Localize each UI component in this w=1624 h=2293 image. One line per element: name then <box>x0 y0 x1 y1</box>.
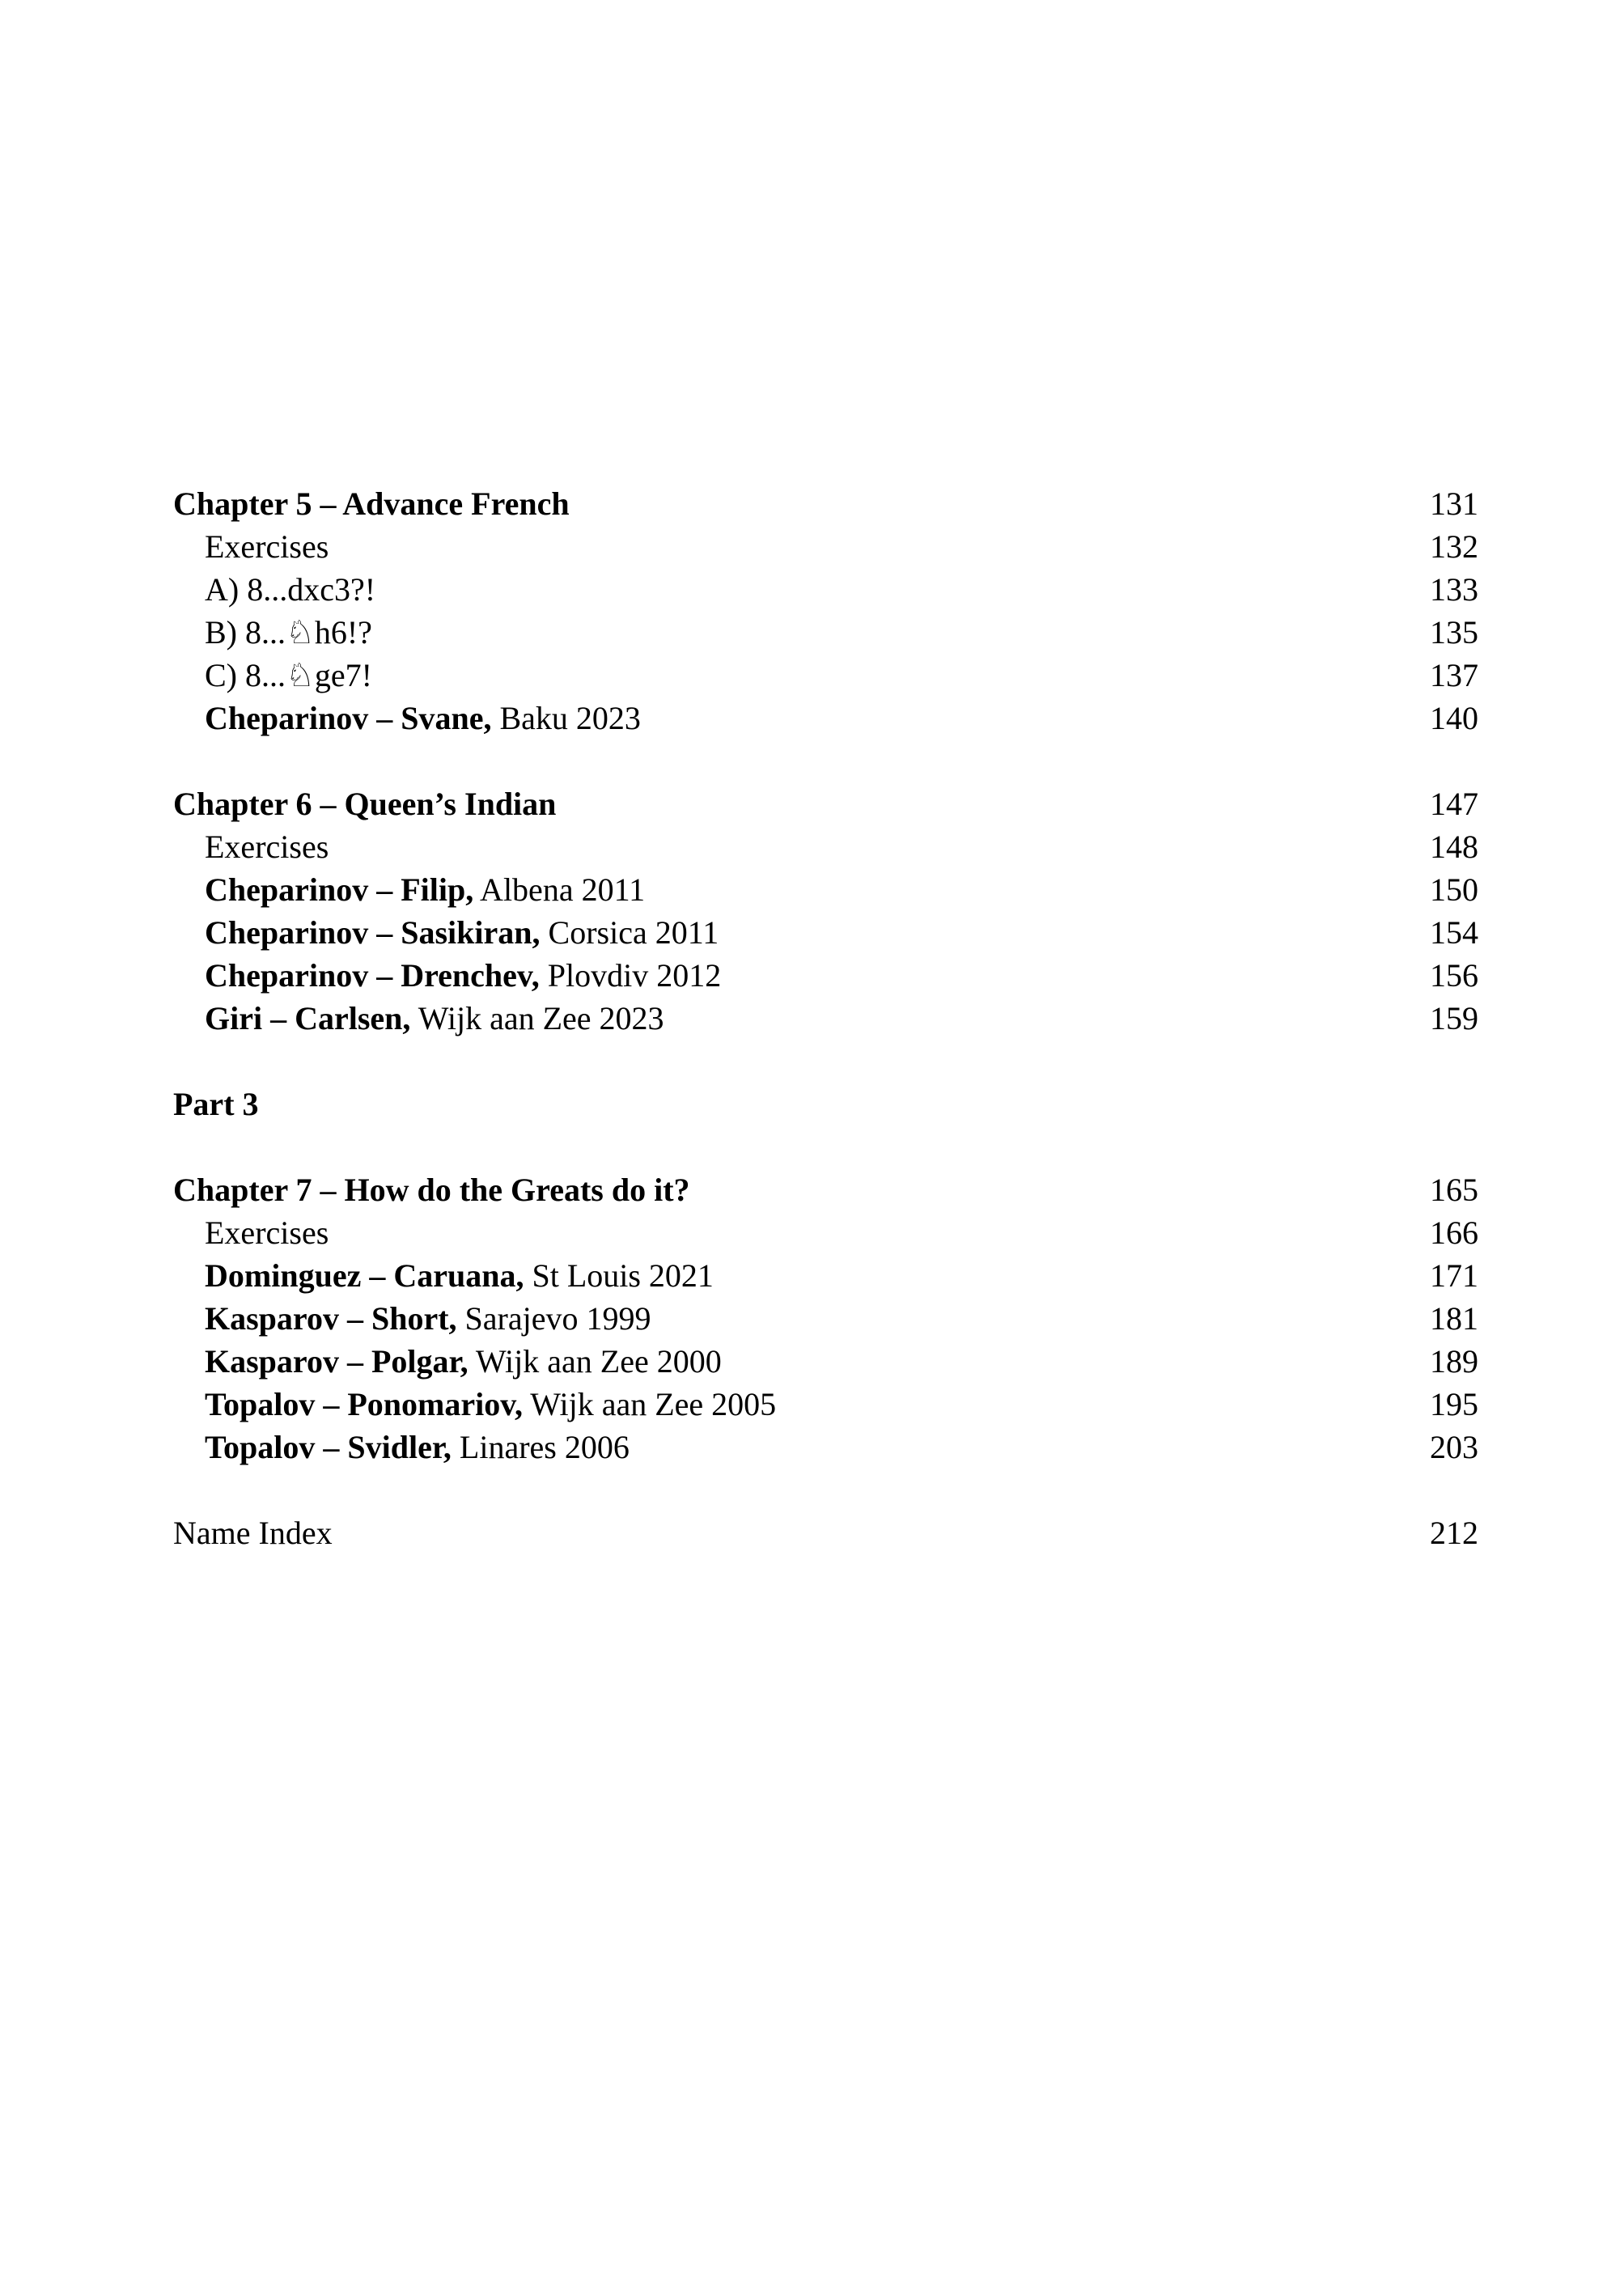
toc-entry-players: Topalov – Ponomariov, <box>205 1386 524 1422</box>
toc-row-entry <box>173 525 1478 568</box>
toc-row-game <box>173 1383 1478 1426</box>
toc-entry-players: Kasparov – Polgar, <box>205 1343 469 1380</box>
toc-page-number: 132 <box>1430 528 1478 565</box>
toc-row-game <box>173 1297 1478 1340</box>
toc-entry-venue: Wijk aan Zee 2000 <box>468 1343 722 1380</box>
toc-spacer <box>173 1125 1478 1168</box>
toc-entry-label <box>173 997 1430 1040</box>
toc-row-game <box>173 954 1478 997</box>
toc-entry-players: Cheparinov – Sasikiran, <box>205 914 541 951</box>
toc <box>173 482 1478 1554</box>
toc-page-number: 140 <box>1430 700 1478 736</box>
toc-entry-label: Name Index <box>173 1515 333 1551</box>
toc-row-chapter <box>173 1168 1478 1211</box>
toc-row-game <box>173 911 1478 954</box>
toc-entry-label: Exercises <box>205 829 329 865</box>
toc-entry-venue: Wijk aan Zee 2023 <box>410 1000 664 1036</box>
toc-row-game <box>173 997 1478 1040</box>
toc-entry-label: Chapter 6 – Queen’s Indian <box>173 786 557 822</box>
toc-page-number: 148 <box>1430 829 1478 865</box>
toc-entry-venue: Wijk aan Zee 2005 <box>523 1386 777 1422</box>
toc-page-number: 154 <box>1430 914 1478 951</box>
toc-entry-venue: Albena 2011 <box>473 871 646 908</box>
toc-page-number: 131 <box>1430 485 1478 522</box>
toc-page-number: 147 <box>1430 786 1478 822</box>
toc-entry-label: Chapter 7 – How do the Greats do it? <box>173 1172 690 1208</box>
toc-page-number: 159 <box>1430 1000 1478 1036</box>
toc-row-game <box>173 697 1478 740</box>
toc-entry-label <box>173 1340 1430 1383</box>
toc-row-entry <box>173 654 1478 697</box>
toc-page-number: 150 <box>1430 871 1478 908</box>
toc-row-entry <box>173 825 1478 868</box>
toc-entry-label <box>173 1254 1430 1297</box>
toc-page-number: 203 <box>1430 1429 1478 1465</box>
toc-entry-players: Giri – Carlsen, <box>205 1000 411 1036</box>
toc-entry-players: Dominguez – Caruana, <box>205 1257 524 1294</box>
toc-entry-label: Part 3 <box>173 1086 259 1122</box>
toc-entry-label <box>173 954 1430 997</box>
toc-row-game <box>173 868 1478 911</box>
toc-row-game <box>173 1426 1478 1469</box>
toc-entry-label: C) 8...♘ge7! <box>205 657 372 693</box>
toc-row-game <box>173 1340 1478 1383</box>
toc-row-entry <box>173 1211 1478 1254</box>
toc-entry-label <box>173 1426 1430 1469</box>
toc-page-number: 165 <box>1430 1172 1478 1208</box>
toc-entry-venue: Baku 2023 <box>491 700 641 736</box>
toc-row-chapter <box>173 482 1478 525</box>
toc-page-number: 135 <box>1430 614 1478 651</box>
toc-spacer <box>173 1040 1478 1083</box>
toc-row-game <box>173 1254 1478 1297</box>
toc-entry-venue: St Louis 2021 <box>524 1257 714 1294</box>
toc-entry-players: Kasparov – Short, <box>205 1300 457 1337</box>
toc-entry-players: Topalov – Svidler, <box>205 1429 452 1465</box>
toc-entry-label: Chapter 5 – Advance French <box>173 485 570 522</box>
toc-entry-label <box>173 1297 1430 1340</box>
toc-page-number: 181 <box>1430 1300 1478 1337</box>
toc-spacer <box>173 740 1478 782</box>
toc-entry-venue: Sarajevo 1999 <box>456 1300 651 1337</box>
toc-row-entry <box>173 568 1478 611</box>
toc-page-number: 156 <box>1430 957 1478 994</box>
toc-entry-label: B) 8...♘h6!? <box>205 614 372 651</box>
toc-entry-venue: Corsica 2011 <box>540 914 719 951</box>
toc-entry-label: Exercises <box>205 1214 329 1251</box>
toc-row-chapter <box>173 782 1478 825</box>
toc-page-number: 195 <box>1430 1386 1478 1422</box>
toc-row-index <box>173 1511 1478 1554</box>
toc-page-number: 137 <box>1430 657 1478 693</box>
toc-page-number: 171 <box>1430 1257 1478 1294</box>
toc-entry-label <box>173 911 1430 954</box>
toc-entry-venue: Plovdiv 2012 <box>539 957 722 994</box>
toc-entry-players: Cheparinov – Filip, <box>205 871 474 908</box>
toc-entry-label: A) 8...dxc3?! <box>205 571 376 608</box>
toc-page-number: 133 <box>1430 571 1478 608</box>
toc-entry-label <box>173 697 1430 740</box>
toc-entry-label: Exercises <box>205 528 329 565</box>
toc-entry-label <box>173 868 1430 911</box>
toc-row-entry <box>173 611 1478 654</box>
toc-entry-venue: Linares 2006 <box>451 1429 630 1465</box>
toc-entry-label <box>173 1383 1430 1426</box>
toc-entry-players: Cheparinov – Svane, <box>205 700 492 736</box>
toc-page-number: 189 <box>1430 1343 1478 1380</box>
toc-page-number: 166 <box>1430 1214 1478 1251</box>
toc-spacer <box>173 1469 1478 1511</box>
toc-entry-players: Cheparinov – Drenchev, <box>205 957 540 994</box>
toc-page-number: 212 <box>1430 1515 1478 1551</box>
toc-row-part <box>173 1083 1478 1125</box>
